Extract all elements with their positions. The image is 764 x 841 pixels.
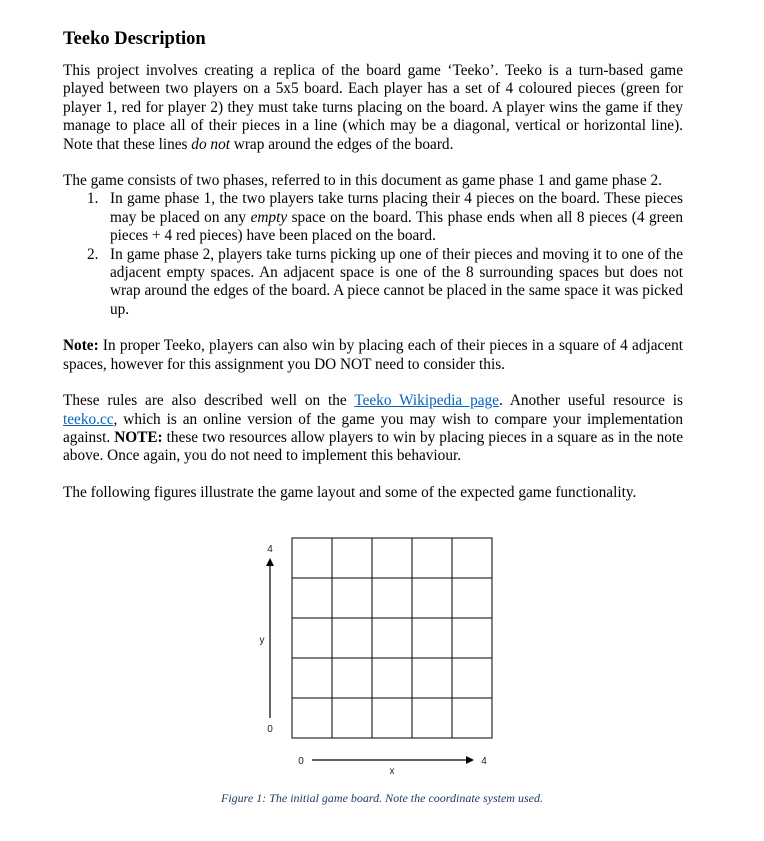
list-number: 1. bbox=[87, 190, 99, 208]
board-cell bbox=[452, 538, 492, 578]
intro-text-1: This project involves creating a replica of the board game ‘Teeko’. Teeko is a turn-based game played between two players on a 5x5 board. Each player has a set of 4 coloured pieces (green for player 1, red for player 2) they must take turns placing on the board. A player wins the game if they manage to place all of their pieces in a line (which may be a diagonal, vertical or horizontal line). Note that these lines bbox=[63, 62, 683, 153]
board-cell bbox=[332, 578, 372, 618]
resources-text-1: These rules are also described well on the bbox=[63, 392, 355, 410]
resources-note-label: NOTE: bbox=[114, 428, 163, 446]
note-label: Note: bbox=[63, 337, 99, 355]
board-cell bbox=[292, 658, 332, 698]
section-heading: Teeko Description bbox=[63, 29, 206, 49]
board-cell bbox=[372, 658, 412, 698]
board-cell bbox=[412, 658, 452, 698]
board-cell bbox=[452, 618, 492, 658]
board-cell bbox=[292, 538, 332, 578]
y-axis-min-label: 0 bbox=[267, 724, 273, 735]
game-board-grid bbox=[292, 538, 492, 738]
board-cell bbox=[412, 618, 452, 658]
board-cell bbox=[332, 658, 372, 698]
board-cell bbox=[372, 618, 412, 658]
y-axis-max-label: 4 bbox=[267, 544, 273, 555]
board-cell bbox=[332, 698, 372, 738]
note-text: In proper Teeko, players can also win by placing each of their pieces in a square of 4 adjacent spaces, however for this assignment you DO NOT need to consider this. bbox=[63, 337, 683, 373]
board-cell bbox=[292, 578, 332, 618]
y-axis-label: y bbox=[259, 635, 265, 646]
board-cell bbox=[292, 698, 332, 738]
board-cell bbox=[452, 578, 492, 618]
x-axis-label: x bbox=[389, 766, 395, 777]
board-cell bbox=[412, 698, 452, 738]
figures-intro-paragraph: The following figures illustrate the game layout and some of the expected game functionality. bbox=[63, 483, 637, 501]
resources-text-4: these two resources allow players to win by placing pieces in a square as in the note above. Once again, you do not need to implement this behaviour. bbox=[63, 428, 683, 465]
resources-text-2: . Another useful resource is bbox=[498, 392, 683, 410]
board-cell bbox=[412, 538, 452, 578]
intro-emphasis: do not bbox=[191, 135, 230, 153]
board-cell bbox=[372, 538, 412, 578]
phase-1-text-2: space on the board. This phase ends when all 8 pieces (4 green pieces + 4 red pieces) have been placed on the board. bbox=[110, 208, 683, 245]
figure-caption: Figure 1: The initial game board. Note the coordinate system used. bbox=[221, 791, 543, 805]
phase-1-text-1: In game phase 1, the two players take turns placing their 4 pieces on the board. These pieces may be placed on any bbox=[110, 190, 683, 226]
teeko-wikipedia-link[interactable]: Teeko Wikipedia page bbox=[354, 392, 499, 410]
board-cell bbox=[332, 618, 372, 658]
phase-2-text: In game phase 2, players take turns picking up one of their pieces and moving it to one of the adjacent empty spaces. An adjacent space is one of the 8 surrounding spaces but does not wrap around the edges of the board. A piece cannot be placed in the same space it was picked up. bbox=[110, 245, 683, 318]
board-cell bbox=[372, 698, 412, 738]
board-cell bbox=[452, 698, 492, 738]
teeko-cc-link[interactable]: teeko.cc bbox=[63, 410, 114, 428]
list-number: 2. bbox=[87, 245, 99, 263]
resources-text-3: , which is an online version of the game you may wish to compare your implementation against. bbox=[63, 410, 683, 446]
x-axis-min-label: 0 bbox=[298, 756, 304, 767]
board-cell bbox=[412, 578, 452, 618]
x-axis-max-label: 4 bbox=[481, 756, 487, 767]
board-cell bbox=[332, 538, 372, 578]
board-cell bbox=[372, 578, 412, 618]
intro-text-2: wrap around the edges of the board. bbox=[229, 135, 454, 153]
phases-intro-paragraph: The game consists of two phases, referred to in this document as game phase 1 and game phase 2. bbox=[63, 172, 662, 190]
board-cell bbox=[452, 658, 492, 698]
phase-1-emphasis: empty bbox=[250, 208, 288, 226]
board-cell bbox=[292, 618, 332, 658]
